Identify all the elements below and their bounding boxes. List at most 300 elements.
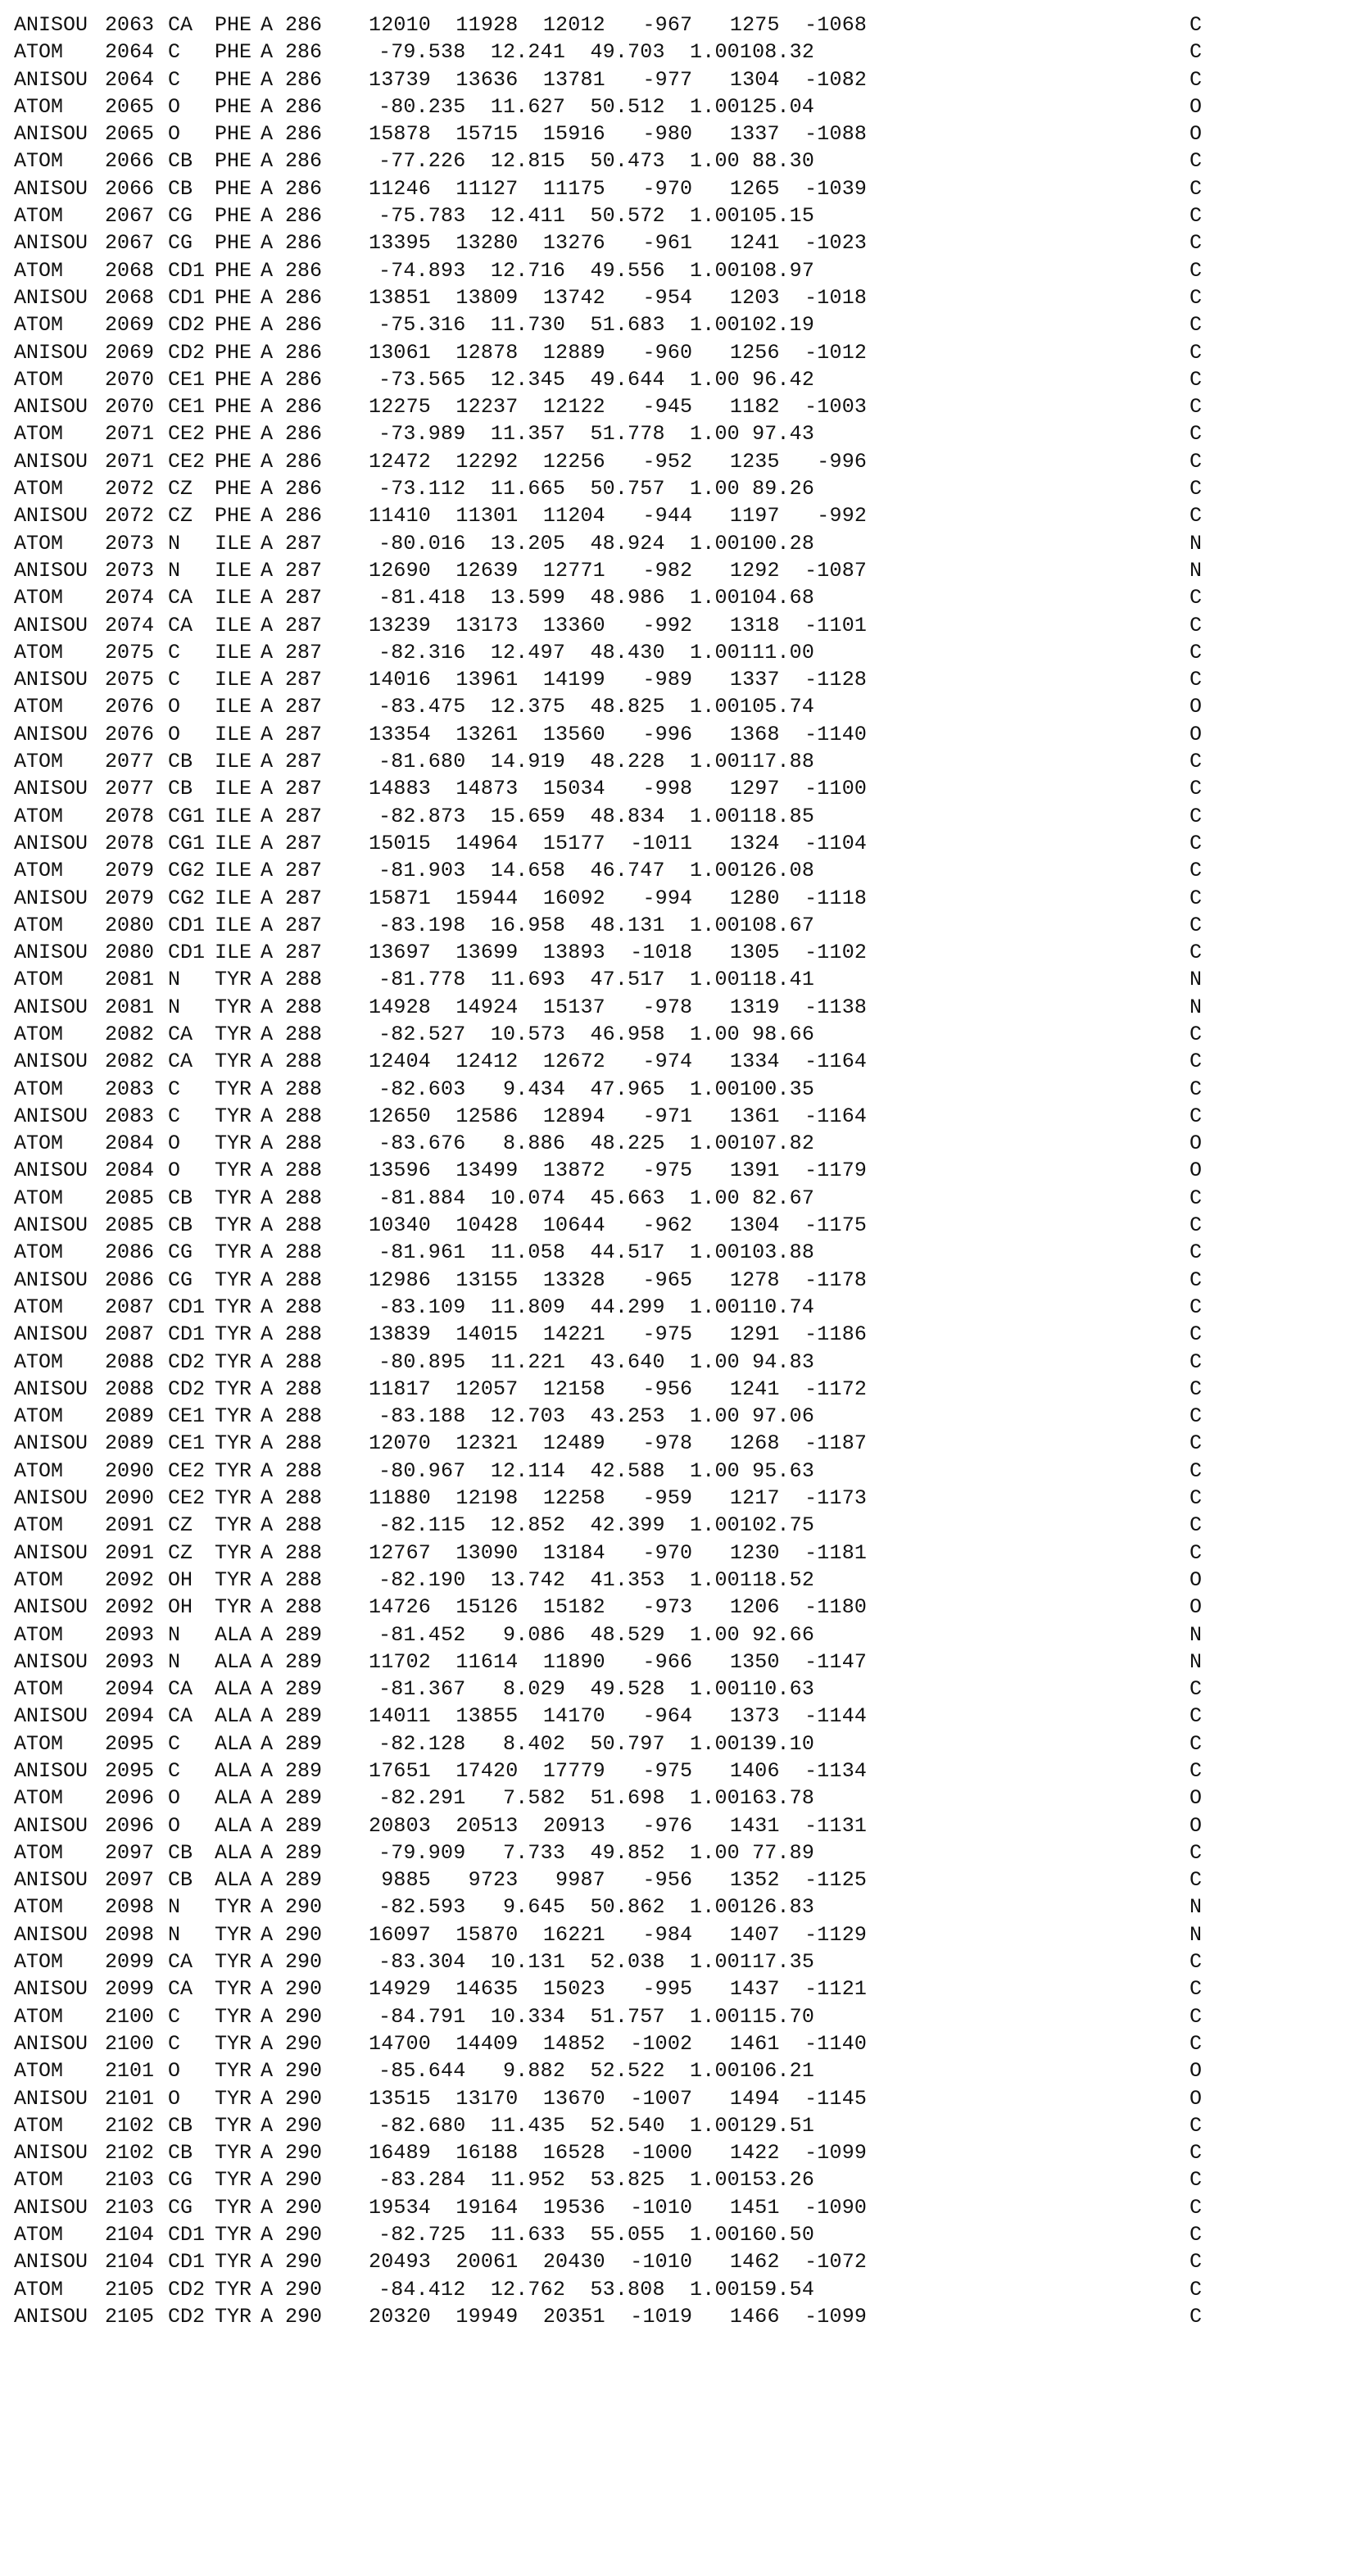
residue-name: PHE bbox=[215, 204, 252, 229]
atom-name: CB bbox=[168, 1213, 193, 1238]
atom-serial: 2069 bbox=[105, 313, 155, 338]
atom-name: CA bbox=[168, 586, 193, 610]
element-symbol: N bbox=[1190, 1649, 1203, 1674]
atom-serial: 2072 bbox=[105, 504, 155, 528]
atom-serial: 2098 bbox=[105, 1895, 155, 1920]
atom-name: CG bbox=[168, 204, 193, 229]
pdb-record-row bbox=[0, 1785, 1355, 1812]
record-type: ANISOU bbox=[14, 1376, 88, 1401]
chain-id: A bbox=[261, 204, 274, 229]
atom-name: OH bbox=[168, 1567, 193, 1592]
residue-number: 288 bbox=[285, 1322, 323, 1347]
atom-serial: 2081 bbox=[105, 995, 155, 1019]
atom-name: CZ bbox=[168, 504, 193, 528]
record-type: ANISOU bbox=[14, 1868, 88, 1893]
residue-name: TYR bbox=[215, 1349, 252, 1374]
atom-name: CD2 bbox=[168, 2304, 206, 2329]
residue-number: 289 bbox=[285, 1677, 323, 1702]
record-values: 12275 12237 12122 -945 1182 -1003 bbox=[369, 395, 868, 420]
record-type: ATOM bbox=[14, 1022, 64, 1046]
atom-serial: 2092 bbox=[105, 1595, 155, 1620]
atom-name: C bbox=[168, 67, 181, 92]
atom-serial: 2083 bbox=[105, 1077, 155, 1101]
record-values: -84.412 12.762 53.808 1.00159.54 bbox=[378, 2277, 815, 2302]
chain-id: A bbox=[261, 367, 274, 392]
chain-id: A bbox=[261, 722, 274, 746]
record-values: -82.593 9.645 50.862 1.00126.83 bbox=[378, 1895, 815, 1920]
residue-number: 287 bbox=[285, 613, 323, 637]
atom-name: CE2 bbox=[168, 1458, 206, 1483]
chain-id: A bbox=[261, 1376, 274, 1401]
element-symbol: C bbox=[1190, 504, 1203, 528]
pdb-record-row bbox=[0, 1540, 1355, 1567]
chain-id: A bbox=[261, 1649, 274, 1674]
pdb-record-row bbox=[0, 2085, 1355, 2112]
record-type: ATOM bbox=[14, 1077, 64, 1101]
record-type: ANISOU bbox=[14, 2195, 88, 2220]
atom-name: CD2 bbox=[168, 2277, 206, 2302]
residue-name: ALA bbox=[215, 1786, 252, 1811]
atom-serial: 2064 bbox=[105, 40, 155, 65]
record-values: -73.565 12.345 49.644 1.00 96.42 bbox=[378, 367, 815, 392]
chain-id: A bbox=[261, 2223, 274, 2247]
record-values: -75.316 11.730 51.683 1.00102.19 bbox=[378, 313, 815, 338]
record-values: -82.603 9.434 47.965 1.00100.35 bbox=[378, 1077, 815, 1101]
chain-id: A bbox=[261, 2004, 274, 2029]
residue-name: TYR bbox=[215, 1159, 252, 1183]
residue-name: TYR bbox=[215, 1404, 252, 1429]
pdb-record-row bbox=[0, 2112, 1355, 2139]
residue-number: 287 bbox=[285, 831, 323, 855]
residue-name: PHE bbox=[215, 395, 252, 420]
element-symbol: C bbox=[1190, 40, 1203, 65]
element-symbol: C bbox=[1190, 367, 1203, 392]
atom-serial: 2087 bbox=[105, 1295, 155, 1319]
residue-name: TYR bbox=[215, 2113, 252, 2138]
residue-number: 287 bbox=[285, 913, 323, 937]
pdb-record-row bbox=[0, 557, 1355, 584]
atom-serial: 2092 bbox=[105, 1567, 155, 1592]
residue-number: 286 bbox=[285, 204, 323, 229]
residue-name: PHE bbox=[215, 367, 252, 392]
element-symbol: N bbox=[1190, 995, 1203, 1019]
chain-id: A bbox=[261, 2195, 274, 2220]
record-type: ANISOU bbox=[14, 122, 88, 147]
atom-name: CD1 bbox=[168, 1322, 206, 1347]
atom-name: C bbox=[168, 668, 181, 692]
pdb-record-row bbox=[0, 639, 1355, 666]
residue-name: ILE bbox=[215, 558, 252, 583]
residue-number: 287 bbox=[285, 586, 323, 610]
chain-id: A bbox=[261, 1731, 274, 1756]
record-values: 13739 13636 13781 -977 1304 -1082 bbox=[369, 67, 868, 92]
atom-name: CB bbox=[168, 2113, 193, 2138]
atom-name: CA bbox=[168, 1977, 193, 2002]
chain-id: A bbox=[261, 2250, 274, 2274]
record-type: ANISOU bbox=[14, 1704, 88, 1729]
chain-id: A bbox=[261, 831, 274, 855]
residue-number: 289 bbox=[285, 1731, 323, 1756]
pdb-record-row bbox=[0, 2003, 1355, 2030]
record-type: ANISOU bbox=[14, 13, 88, 37]
record-values: 13395 13280 13276 -961 1241 -1023 bbox=[369, 231, 868, 256]
record-type: ATOM bbox=[14, 313, 64, 338]
atom-name: CD2 bbox=[168, 313, 206, 338]
atom-serial: 2095 bbox=[105, 1759, 155, 1783]
residue-number: 290 bbox=[285, 2168, 323, 2193]
atom-serial: 2097 bbox=[105, 1840, 155, 1865]
residue-number: 286 bbox=[285, 395, 323, 420]
residue-number: 286 bbox=[285, 67, 323, 92]
atom-serial: 2100 bbox=[105, 2004, 155, 2029]
element-symbol: N bbox=[1190, 1622, 1203, 1647]
element-symbol: C bbox=[1190, 613, 1203, 637]
atom-name: C bbox=[168, 2004, 181, 2029]
atom-serial: 2105 bbox=[105, 2304, 155, 2329]
record-type: ATOM bbox=[14, 94, 64, 119]
atom-name: CD1 bbox=[168, 258, 206, 283]
chain-id: A bbox=[261, 2141, 274, 2166]
element-symbol: C bbox=[1190, 640, 1203, 664]
chain-id: A bbox=[261, 1268, 274, 1292]
pdb-record-row bbox=[0, 1621, 1355, 1649]
record-values: 13839 14015 14221 -975 1291 -1186 bbox=[369, 1322, 868, 1347]
record-values: -82.873 15.659 48.834 1.00118.85 bbox=[378, 804, 815, 828]
record-values: -82.291 7.582 51.698 1.00163.78 bbox=[378, 1786, 815, 1811]
pdb-record-row bbox=[0, 530, 1355, 557]
record-values: -82.725 11.633 55.055 1.00160.50 bbox=[378, 2223, 815, 2247]
element-symbol: O bbox=[1190, 2059, 1203, 2084]
record-type: ATOM bbox=[14, 1950, 64, 1975]
element-symbol: C bbox=[1190, 1376, 1203, 1401]
record-values: 11880 12198 12258 -959 1217 -1173 bbox=[369, 1486, 868, 1511]
record-type: ATOM bbox=[14, 367, 64, 392]
element-symbol: C bbox=[1190, 2168, 1203, 2193]
chain-id: A bbox=[261, 1595, 274, 1620]
residue-number: 286 bbox=[285, 340, 323, 365]
residue-name: TYR bbox=[215, 1950, 252, 1975]
atom-name: N bbox=[168, 1649, 181, 1674]
chain-id: A bbox=[261, 449, 274, 474]
record-type: ANISOU bbox=[14, 1050, 88, 1074]
residue-number: 288 bbox=[285, 1240, 323, 1265]
atom-name: CD1 bbox=[168, 913, 206, 937]
pdb-record-row bbox=[0, 175, 1355, 202]
residue-name: ILE bbox=[215, 531, 252, 556]
record-type: ATOM bbox=[14, 1786, 64, 1811]
pdb-record-row bbox=[0, 912, 1355, 939]
record-type: ATOM bbox=[14, 1349, 64, 1374]
chain-id: A bbox=[261, 1431, 274, 1456]
residue-number: 287 bbox=[285, 886, 323, 910]
element-symbol: C bbox=[1190, 1104, 1203, 1128]
record-type: ATOM bbox=[14, 2059, 64, 2084]
record-values: -81.961 11.058 44.517 1.00103.88 bbox=[378, 1240, 815, 1265]
record-type: ANISOU bbox=[14, 449, 88, 474]
atom-name: CG2 bbox=[168, 886, 206, 910]
record-values: -83.475 12.375 48.825 1.00105.74 bbox=[378, 695, 815, 719]
record-type: ATOM bbox=[14, 477, 64, 501]
residue-number: 288 bbox=[285, 1431, 323, 1456]
residue-number: 288 bbox=[285, 1050, 323, 1074]
chain-id: A bbox=[261, 2113, 274, 2138]
atom-name: CD2 bbox=[168, 1376, 206, 1401]
residue-number: 288 bbox=[285, 1567, 323, 1592]
record-type: ANISOU bbox=[14, 1922, 88, 1947]
pdb-record-row bbox=[0, 39, 1355, 66]
chain-id: A bbox=[261, 1159, 274, 1183]
record-values: -81.418 13.599 48.986 1.00104.68 bbox=[378, 586, 815, 610]
residue-name: TYR bbox=[215, 1486, 252, 1511]
element-symbol: C bbox=[1190, 2141, 1203, 2166]
residue-number: 286 bbox=[285, 231, 323, 256]
residue-number: 288 bbox=[285, 1295, 323, 1319]
residue-name: ILE bbox=[215, 613, 252, 637]
residue-number: 286 bbox=[285, 367, 323, 392]
chain-id: A bbox=[261, 1213, 274, 1238]
record-type: ATOM bbox=[14, 422, 64, 447]
pdb-record-row bbox=[0, 1076, 1355, 1103]
atom-serial: 2063 bbox=[105, 13, 155, 37]
record-values: 12010 11928 12012 -967 1275 -1068 bbox=[369, 13, 868, 37]
pdb-record-row bbox=[0, 1157, 1355, 1184]
residue-name: ILE bbox=[215, 831, 252, 855]
atom-name: O bbox=[168, 695, 181, 719]
atom-serial: 2065 bbox=[105, 122, 155, 147]
residue-name: ILE bbox=[215, 941, 252, 965]
atom-name: N bbox=[168, 1922, 181, 1947]
atom-name: CE1 bbox=[168, 1431, 206, 1456]
residue-number: 287 bbox=[285, 804, 323, 828]
residue-name: TYR bbox=[215, 2086, 252, 2111]
chain-id: A bbox=[261, 313, 274, 338]
record-values: 20493 20061 20430 -1010 1462 -1072 bbox=[369, 2250, 868, 2274]
chain-id: A bbox=[261, 231, 274, 256]
record-type: ATOM bbox=[14, 1895, 64, 1920]
residue-number: 287 bbox=[285, 695, 323, 719]
residue-number: 287 bbox=[285, 941, 323, 965]
element-symbol: N bbox=[1190, 558, 1203, 583]
chain-id: A bbox=[261, 1895, 274, 1920]
atom-name: CG1 bbox=[168, 831, 206, 855]
chain-id: A bbox=[261, 1104, 274, 1128]
residue-name: PHE bbox=[215, 122, 252, 147]
atom-name: CA bbox=[168, 1704, 193, 1729]
atom-name: O bbox=[168, 1132, 181, 1156]
chain-id: A bbox=[261, 995, 274, 1019]
record-values: -80.967 12.114 42.588 1.00 95.63 bbox=[378, 1458, 815, 1483]
residue-number: 289 bbox=[285, 1759, 323, 1783]
chain-id: A bbox=[261, 1759, 274, 1783]
chain-id: A bbox=[261, 1977, 274, 2002]
record-values: -81.680 14.919 48.228 1.00117.88 bbox=[378, 750, 815, 774]
residue-number: 288 bbox=[285, 1513, 323, 1538]
residue-name: PHE bbox=[215, 504, 252, 528]
chain-id: A bbox=[261, 1404, 274, 1429]
residue-name: PHE bbox=[215, 94, 252, 119]
record-type: ANISOU bbox=[14, 1977, 88, 2002]
residue-number: 290 bbox=[285, 1950, 323, 1975]
pdb-record-row bbox=[0, 1294, 1355, 1321]
pdb-record-row bbox=[0, 147, 1355, 175]
element-symbol: C bbox=[1190, 1513, 1203, 1538]
chain-id: A bbox=[261, 1458, 274, 1483]
record-values: 13596 13499 13872 -975 1391 -1179 bbox=[369, 1159, 868, 1183]
element-symbol: C bbox=[1190, 2195, 1203, 2220]
chain-id: A bbox=[261, 531, 274, 556]
atom-name: CA bbox=[168, 1050, 193, 1074]
element-symbol: C bbox=[1190, 449, 1203, 474]
pdb-record-row bbox=[0, 666, 1355, 693]
record-values: -82.316 12.497 48.430 1.00111.00 bbox=[378, 640, 815, 664]
record-values: 12767 13090 13184 -970 1230 -1181 bbox=[369, 1540, 868, 1565]
pdb-record-row bbox=[0, 1458, 1355, 1485]
residue-number: 290 bbox=[285, 2195, 323, 2220]
pdb-record-row bbox=[0, 1512, 1355, 1539]
record-type: ATOM bbox=[14, 1567, 64, 1592]
record-values: -82.190 13.742 41.353 1.00118.52 bbox=[378, 1567, 815, 1592]
atom-serial: 2083 bbox=[105, 1104, 155, 1128]
pdb-record-row bbox=[0, 1975, 1355, 2002]
residue-number: 288 bbox=[285, 1104, 323, 1128]
residue-number: 288 bbox=[285, 1132, 323, 1156]
residue-number: 290 bbox=[285, 1977, 323, 2002]
element-symbol: C bbox=[1190, 1540, 1203, 1565]
pdb-record-row bbox=[0, 339, 1355, 366]
atom-serial: 2102 bbox=[105, 2113, 155, 2138]
pdb-record-row bbox=[0, 721, 1355, 748]
element-symbol: C bbox=[1190, 1077, 1203, 1101]
chain-id: A bbox=[261, 340, 274, 365]
pdb-record-row bbox=[0, 2248, 1355, 2275]
residue-name: TYR bbox=[215, 2223, 252, 2247]
pdb-record-row bbox=[0, 857, 1355, 884]
chain-id: A bbox=[261, 750, 274, 774]
atom-name: CE1 bbox=[168, 367, 206, 392]
pdb-record-row bbox=[0, 284, 1355, 311]
pdb-record-row bbox=[0, 830, 1355, 857]
atom-name: O bbox=[168, 1813, 181, 1838]
atom-serial: 2067 bbox=[105, 204, 155, 229]
residue-number: 288 bbox=[285, 1077, 323, 1101]
chain-id: A bbox=[261, 668, 274, 692]
residue-name: TYR bbox=[215, 1268, 252, 1292]
chain-id: A bbox=[261, 1622, 274, 1647]
pdb-record-row bbox=[0, 420, 1355, 447]
record-values: 15878 15715 15916 -980 1337 -1088 bbox=[369, 122, 868, 147]
chain-id: A bbox=[261, 67, 274, 92]
residue-name: TYR bbox=[215, 1895, 252, 1920]
chain-id: A bbox=[261, 886, 274, 910]
record-type: ATOM bbox=[14, 149, 64, 174]
record-type: ATOM bbox=[14, 1186, 64, 1210]
chain-id: A bbox=[261, 1240, 274, 1265]
residue-number: 290 bbox=[285, 2086, 323, 2111]
residue-number: 288 bbox=[285, 1404, 323, 1429]
record-values: -79.538 12.241 49.703 1.00108.32 bbox=[378, 40, 815, 65]
atom-serial: 2094 bbox=[105, 1677, 155, 1702]
pdb-record-row bbox=[0, 1676, 1355, 1703]
element-symbol: O bbox=[1190, 722, 1203, 746]
atom-serial: 2066 bbox=[105, 149, 155, 174]
atom-name: CG bbox=[168, 1240, 193, 1265]
atom-serial: 2074 bbox=[105, 586, 155, 610]
element-symbol: O bbox=[1190, 94, 1203, 119]
chain-id: A bbox=[261, 2277, 274, 2302]
record-type: ATOM bbox=[14, 1240, 64, 1265]
record-type: ATOM bbox=[14, 586, 64, 610]
residue-name: ALA bbox=[215, 1622, 252, 1647]
residue-name: ILE bbox=[215, 913, 252, 937]
element-symbol: C bbox=[1190, 2223, 1203, 2247]
residue-number: 286 bbox=[285, 176, 323, 201]
atom-serial: 2088 bbox=[105, 1349, 155, 1374]
residue-number: 290 bbox=[285, 2031, 323, 2056]
residue-number: 288 bbox=[285, 1349, 323, 1374]
record-values: -73.989 11.357 51.778 1.00 97.43 bbox=[378, 422, 815, 447]
record-values: 12472 12292 12256 -952 1235 -996 bbox=[369, 449, 868, 474]
element-symbol: C bbox=[1190, 1759, 1203, 1783]
atom-serial: 2098 bbox=[105, 1922, 155, 1947]
atom-name: CD1 bbox=[168, 2250, 206, 2274]
record-values: 19534 19164 19536 -1010 1451 -1090 bbox=[369, 2195, 868, 2220]
atom-name: O bbox=[168, 122, 181, 147]
residue-name: ILE bbox=[215, 668, 252, 692]
record-values: -81.778 11.693 47.517 1.00118.41 bbox=[378, 968, 815, 992]
record-values: -81.367 8.029 49.528 1.00110.63 bbox=[378, 1677, 815, 1702]
atom-name: CE1 bbox=[168, 1404, 206, 1429]
residue-number: 288 bbox=[285, 995, 323, 1019]
residue-name: TYR bbox=[215, 1376, 252, 1401]
atom-serial: 2086 bbox=[105, 1268, 155, 1292]
pdb-record-row bbox=[0, 2139, 1355, 2166]
residue-name: TYR bbox=[215, 1595, 252, 1620]
atom-serial: 2096 bbox=[105, 1813, 155, 1838]
chain-id: A bbox=[261, 804, 274, 828]
record-values: -75.783 12.411 50.572 1.00105.15 bbox=[378, 204, 815, 229]
residue-name: TYR bbox=[215, 1458, 252, 1483]
atom-serial: 2069 bbox=[105, 340, 155, 365]
residue-name: PHE bbox=[215, 285, 252, 310]
residue-number: 288 bbox=[285, 1159, 323, 1183]
element-symbol: C bbox=[1190, 913, 1203, 937]
atom-name: N bbox=[168, 995, 181, 1019]
chain-id: A bbox=[261, 1077, 274, 1101]
element-symbol: C bbox=[1190, 2250, 1203, 2274]
element-symbol: C bbox=[1190, 1704, 1203, 1729]
residue-name: PHE bbox=[215, 477, 252, 501]
pdb-record-row bbox=[0, 1130, 1355, 1157]
chain-id: A bbox=[261, 122, 274, 147]
residue-name: TYR bbox=[215, 1050, 252, 1074]
element-symbol: C bbox=[1190, 1240, 1203, 1265]
record-values: -85.644 9.882 52.522 1.00106.21 bbox=[378, 2059, 815, 2084]
residue-name: TYR bbox=[215, 2059, 252, 2084]
chain-id: A bbox=[261, 1567, 274, 1592]
residue-number: 287 bbox=[285, 640, 323, 664]
atom-serial: 2067 bbox=[105, 231, 155, 256]
atom-serial: 2070 bbox=[105, 395, 155, 420]
residue-name: TYR bbox=[215, 1295, 252, 1319]
record-type: ANISOU bbox=[14, 67, 88, 92]
pdb-record-row bbox=[0, 1649, 1355, 1676]
element-symbol: C bbox=[1190, 831, 1203, 855]
atom-serial: 2077 bbox=[105, 777, 155, 801]
record-values: 12650 12586 12894 -971 1361 -1164 bbox=[369, 1104, 868, 1128]
record-type: ANISOU bbox=[14, 2086, 88, 2111]
element-symbol: O bbox=[1190, 695, 1203, 719]
residue-name: TYR bbox=[215, 1132, 252, 1156]
